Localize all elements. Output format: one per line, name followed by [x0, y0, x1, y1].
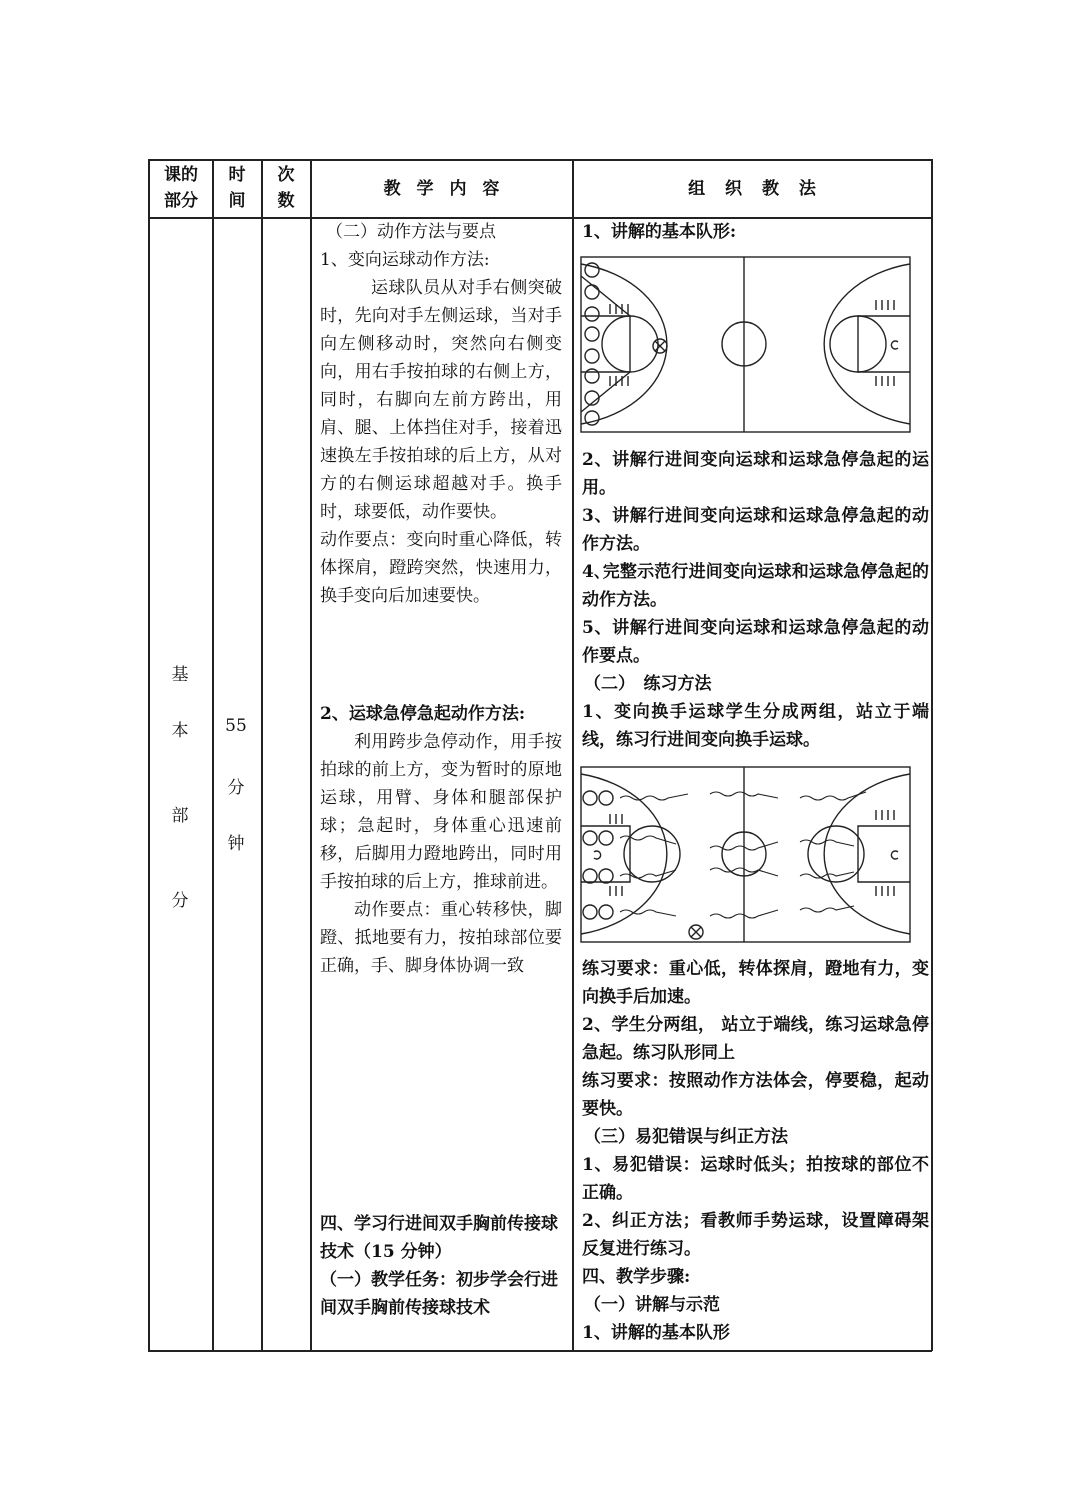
method1-title: 1、变向运球动作方法:: [320, 250, 490, 270]
left-free-throw-circle: [624, 826, 680, 882]
col-border-4: [572, 159, 574, 1351]
left-key: [581, 826, 630, 882]
time-unit-char-1: 分: [227, 778, 245, 798]
practice-heading: （二） 练习方法: [584, 674, 712, 694]
col-border-3: [310, 159, 312, 1351]
player-marker: [583, 905, 597, 919]
method-lines-2-5: [582, 446, 929, 754]
method-line-4: 4､完整示范行进间变向运球和运球急停急起的动作方法。: [582, 562, 929, 610]
time-unit-char-2: 钟: [227, 834, 245, 854]
part-char-2: 本: [171, 721, 189, 741]
court-diagram-formation: [580, 256, 912, 434]
correction-item: 2、纠正方法；看教师手势运球，设置障碍架反复进行练习。: [582, 1211, 929, 1259]
player-marker: [583, 869, 597, 883]
header-time: [213, 162, 261, 214]
header-time-line1: 时: [228, 165, 246, 185]
header-count-line1: 次: [277, 165, 295, 185]
player-marker: [585, 263, 599, 277]
col-border-5: [931, 159, 933, 1351]
part-char-4: 分: [171, 891, 189, 911]
section4-task: （一）教学任务：初步学会行进间双手胸前传接球技术: [320, 1270, 558, 1318]
part-char-1: 基: [171, 665, 189, 685]
player-marker: [599, 905, 613, 919]
player-marker: [583, 791, 597, 805]
section4-title: 四、学习行进间双手胸前传接球技术（15 分钟）: [320, 1214, 558, 1262]
method-line-1: 1、讲解的基本队形:: [582, 222, 737, 242]
court-diagram-practice: [580, 766, 912, 944]
header-method: 组 织 教 法: [688, 179, 816, 199]
dribble-paths: [620, 792, 866, 918]
steps-heading: 四、教学步骤:: [582, 1267, 691, 1287]
header-lesson-part-line2: 部分: [164, 191, 198, 211]
method1-key-points: 动作要点：变向时重心降低，转体探肩，蹬跨突然，快速用力，换手变向后加速要快。: [320, 530, 562, 606]
col-border-1: [212, 159, 214, 1351]
player-marker: [599, 791, 613, 805]
player-marker: [585, 369, 599, 383]
method-line-3: 3、讲解行进间变向运球和运球急停急起的动作方法。: [582, 506, 929, 554]
header-content: 教 学 内 容: [383, 179, 500, 199]
errors-heading: （三）易犯错误与纠正方法: [584, 1127, 788, 1147]
method1-body: 运球队员从对手右侧突破时，先向对手左侧运球，当对手向左侧移动时，突然向右侧变向，用右手按拍球的右侧上方，同时，右脚向左前方跨出，用肩、腿、上体挡住对手，接着迅速换左手按拍球的后上方，从对方的右侧运球超越对手。换手时，球要低，动作要快。: [320, 278, 562, 522]
player-marker: [585, 307, 599, 321]
right-key: [858, 826, 910, 882]
content-block-3: [320, 1210, 565, 1322]
col-border-0: [148, 159, 150, 1351]
method-line-2: 2、讲解行进间变向运球和运球急停急起的运用。: [582, 450, 929, 498]
player-marker: [585, 285, 599, 299]
content-block-1: [320, 218, 562, 610]
method-line-5: 5、讲解行进间变向运球和运球急停急起的动作要点。: [582, 618, 929, 666]
player-marker: [585, 349, 599, 363]
header-time-line2: 间: [228, 191, 246, 211]
table-bottom-border: [148, 1350, 932, 1352]
content-block-2: [320, 700, 562, 980]
header-lesson-part-line1: 课的: [164, 165, 198, 185]
col-border-2: [261, 159, 263, 1351]
left-key: [581, 316, 630, 372]
practice-requirement-2: 练习要求：按照动作方法体会，停要稳，起动要快。: [582, 1071, 929, 1119]
time-value: 55: [225, 716, 247, 736]
table-top-border: [148, 159, 932, 161]
right-free-throw-circle: [808, 826, 864, 882]
player-marker: [585, 327, 599, 341]
steps-line-1: 1、讲解的基本队形: [582, 1323, 730, 1343]
method2-body: 利用跨步急停动作，用手按拍球的前上方，变为暂时的原地运球，用臂、身体和腿部保护球；急起时，身体重心迅速前移，后脚用力蹬地跨出，同时用手按拍球的后上方，推球前进。: [320, 732, 562, 892]
method2-key-points: 动作要点：重心转移快，脚蹬、抵地要有力，按拍球部位要正确，手、脚身体协调一致: [320, 900, 562, 976]
practice-requirement-1: 练习要求：重心低，转体探肩，蹬地有力，变向换手后加速。: [582, 959, 929, 1007]
header-lesson-part: [150, 162, 212, 214]
method2-title: 2、运球急停急起动作方法:: [320, 704, 526, 724]
right-three-point-arc: [824, 264, 910, 424]
error-item: 1、易犯错误：运球时低头；拍按球的部位不正确。: [582, 1155, 929, 1203]
header-count: [262, 162, 310, 214]
method-lines-practice: [582, 955, 929, 1347]
player-marker: [583, 831, 597, 845]
steps-sub-heading: （一）讲解与示范: [584, 1295, 720, 1315]
part-char-3: 部: [171, 806, 189, 826]
player-marker: [585, 411, 599, 425]
header-count-line2: 数: [277, 191, 295, 211]
practice-2: 2、学生分两组， 站立于端线，练习运球急停急起。练习队形同上: [582, 1015, 929, 1063]
player-marker: [599, 831, 613, 845]
sub-heading: （二）动作方法与要点: [326, 222, 496, 242]
player-marker: [599, 869, 613, 883]
right-key: [858, 316, 910, 372]
practice-1: 1、变向换手运球学生分成两组，站立于端线，练习行进间变向换手运球。: [582, 702, 929, 750]
